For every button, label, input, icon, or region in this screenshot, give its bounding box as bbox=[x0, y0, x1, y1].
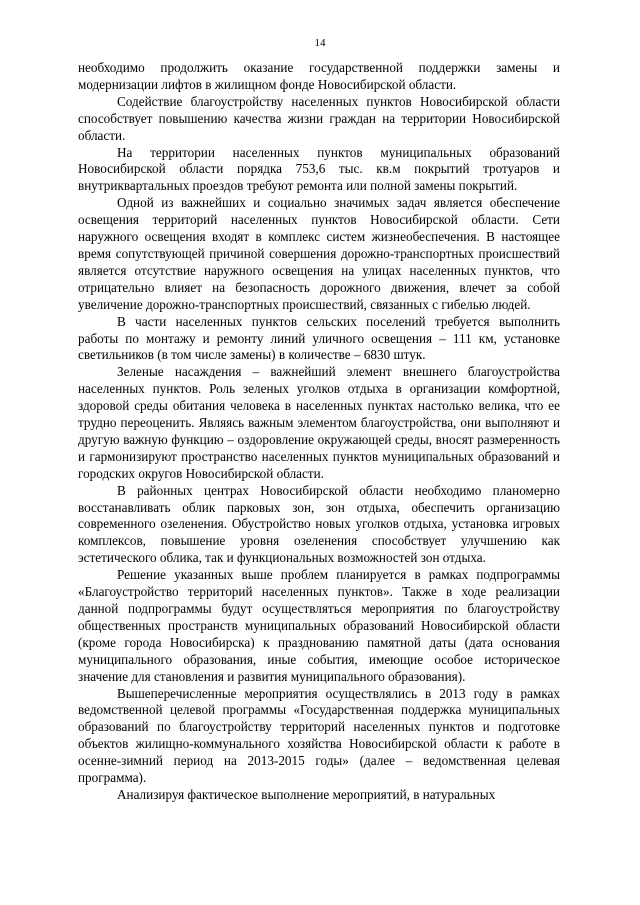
paragraph-lift-support: необходимо продолжить оказание государственной поддержки замены и модернизации лифтов в жилищном фонде Новосибирской области. bbox=[78, 60, 560, 92]
body-text bbox=[78, 60, 560, 804]
page-number: 14 bbox=[314, 37, 326, 49]
paragraph-sidewalk-repair: На территории населенных пунктов муниципальных образований Новосибирской области порядка 753,6 тыс. кв.м покрытий тротуаров и внутриквартальных проездов требуют ремонта или полной замены покрытий. bbox=[78, 144, 560, 194]
paragraph-analysis: Анализируя фактическое выполнение мероприятий, в натуральных bbox=[117, 786, 496, 802]
paragraph-subprogram: Решение указанных выше проблем планируется в рамках подпрограммы «Благоустройство территорий населенных пунктов». Также в ходе реализации данной подпрограммы будут осуществляться мероприятия по благоустройству общественных пространств муниципальных образований Новосибирской области (кроме города Новосибирска) к празднованию памятной даты (дата основания муниципального образования, иные события, имеющие особое историческое значение для становления и развития муниципального образования). bbox=[78, 567, 560, 684]
paragraph-street-lighting: Одной из важнейших и социально значимых задач является обеспечение освещения территорий населенных пунктов Новосибирской области. Сети наружного освещения входят в комплекс систем жизнеобеспечения. В настоящее время сопутствующей причиной совершения дорожно-транспортных происшествий является отсутствие наружного освещения на улицах населенных пунктов, что отрицательно влияет на безопасность дорожного движения, влечет за собой увеличение дорожно-транспортных происшествий, связанных с гибелью людей. bbox=[78, 195, 560, 312]
paragraph-improvement-quality: Содействие благоустройству населенных пунктов Новосибирской области способствует повышению качества жизни граждан на территории Новосибирской области. bbox=[78, 93, 560, 143]
paragraph-district-centers: В районных центрах Новосибирской области необходимо планомерно восстанавливать облик парковых зон, зон отдыха, обеспечить организацию современного озеленения. Обустройство новых уголков отдыха, установка игровых комплексов, повышение уровня озеленения способствует улучшению как эстетического облика, так и функциональных возможностей зон отдыха. bbox=[78, 482, 560, 566]
paragraph-green-spaces: Зеленые насаждения – важнейший элемент внешнего благоустройства населенных пунктов. Роль зеленых уголков отдыха в организации комфортной, здоровой среды обитания человека в населенных пунктах настолько велика, что ее трудно переоценить. Являясь важным элементом благоустройства, они выполняют и другую важную функцию – оздоровление окружающей среды, вносят размеренность и гармонизируют пространство населенных пунктов муниципальных образований и городских округов Новосибирской области. bbox=[78, 364, 560, 481]
paragraph-rural-lighting: В части населенных пунктов сельских поселений требуется выполнить работы по монтажу и ремонту линий уличного освещения – 111 км, установке светильников (в том числе замены) в количестве – 6830 штук. bbox=[78, 313, 560, 363]
paragraph-2013-program: Вышеперечисленные мероприятия осуществлялись в 2013 году в рамках ведомственной целевой программы «Государственная поддержка муниципальных образований по благоустройству территорий населенных пунктов и подготовке объектов жилищно-коммунального хозяйства Новосибирской области к работе в осенне-зимний период на 2013-2015 годы» (далее – ведомственная целевая программа). bbox=[78, 685, 560, 786]
